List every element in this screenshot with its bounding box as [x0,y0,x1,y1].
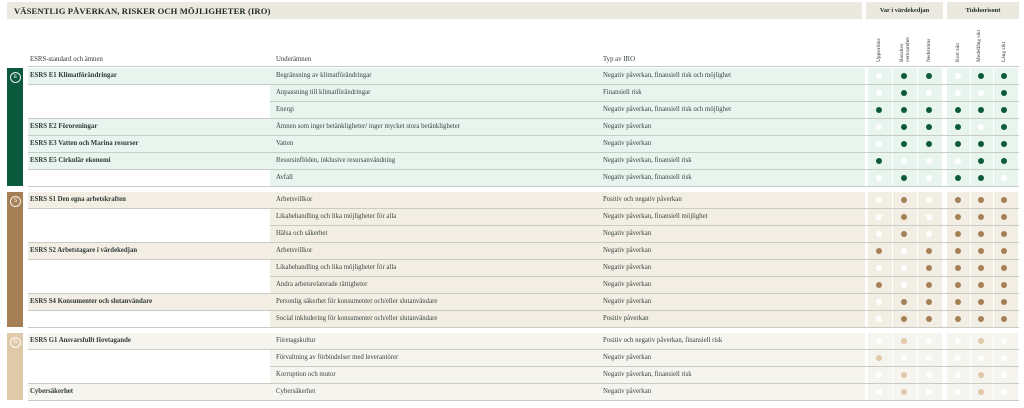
column-label-short-term: Kort sikt [955,42,961,62]
empty-dot [876,214,882,220]
filled-dot [926,299,932,305]
row-standard: ESRS G1 Ansvarsfullt företagande [30,337,131,344]
filled-dot [1001,90,1007,96]
row-iro-type: Negativ påverkan, finansiell risk [603,371,692,378]
filled-dot [955,197,961,203]
filled-dot [955,141,961,147]
table-row [270,170,865,186]
empty-dot [1001,175,1007,181]
filled-dot [978,73,984,79]
row-iro-type: Negativ påverkan, finansiell risk [603,157,692,164]
filled-dot [978,265,984,271]
empty-dot [876,338,882,344]
filled-dot [1001,73,1007,79]
row-divider [28,400,1019,401]
filled-dot [1001,316,1007,322]
row-subtopic: Ämnen som inger betänkligheter/ inger mycket stora betänkligheter [276,123,461,130]
filled-dot [978,282,984,288]
empty-dot [1001,355,1007,361]
column-label-downstream: Nedströms [926,38,932,62]
filled-dot [978,248,984,254]
filled-dot [978,316,984,322]
empty-dot [876,231,882,237]
row-standard: ESRS E5 Cirkulär ekonomi [30,157,111,164]
empty-dot [926,90,932,96]
section-bar-social [7,192,23,327]
row-iro-type: Negativ påverkan, finansiell risk och möjlighet [603,106,731,113]
column-header-sub: Underämnen [276,56,312,63]
row-subtopic: Andra arbetsrelaterade rättigheter [276,281,368,288]
empty-dot [901,282,907,288]
header-divider [28,66,1019,67]
filled-dot [955,265,961,271]
empty-dot [926,214,932,220]
filled-dot [1001,248,1007,254]
row-subtopic: Förvaltning av förbindelser med leverantörer [276,354,399,361]
row-divider [28,327,1019,328]
empty-dot [876,73,882,79]
empty-dot [955,372,961,378]
row-iro-type: Negativ påverkan [603,230,652,237]
filled-dot [978,231,984,237]
filled-dot [1001,265,1007,271]
table-row [28,243,865,259]
table-row [270,367,865,383]
filled-dot [1001,158,1007,164]
filled-dot [901,214,907,220]
empty-dot [876,299,882,305]
row-iro-type: Negativ påverkan, finansiell risk och möjlighet [603,72,731,79]
filled-dot [901,124,907,130]
row-subtopic: Arbetsvillkor [276,247,313,254]
column-header-standard: ESRS-standard och ämnen [30,56,103,63]
row-subtopic: Likabehandling och lika möjligheter för alla [276,213,397,220]
row-subtopic: Energi [276,106,294,113]
column-label-own-operations: Basaltex verksamhet [899,37,911,62]
filled-dot [926,265,932,271]
filled-dot [876,248,882,254]
section-badge-social: S [10,196,21,207]
filled-dot [926,124,932,130]
row-subtopic: Personlig säkerhet för konsumenter och/eller slutanvändare [276,298,438,305]
empty-dot [955,90,961,96]
row-subtopic: Cybersäkerhet [276,388,316,395]
row-iro-type: Negativ påverkan [603,388,652,395]
filled-dot [926,107,932,113]
time-horizon-group-label: Tidshorisont [965,7,1001,14]
column-label-medium-term: Medellång sikt [976,29,982,62]
empty-dot [901,248,907,254]
row-standard: ESRS E2 Föroreningar [30,123,98,130]
filled-dot [955,282,961,288]
row-iro-type: Finansiell risk [603,89,642,96]
filled-dot [901,107,907,113]
row-iro-type: Negativ påverkan, finansiell möjlighet [603,213,708,220]
empty-dot [955,338,961,344]
empty-dot [955,158,961,164]
row-standard: Cybersäkerhet [30,388,74,395]
table-row [28,136,865,152]
empty-dot [978,90,984,96]
filled-dot [1001,282,1007,288]
filled-dot [901,316,907,322]
filled-dot [978,158,984,164]
table-row [28,192,865,208]
empty-dot [955,355,961,361]
row-iro-type: Negativ påverkan [603,354,652,361]
filled-dot [926,73,932,79]
filled-dot [955,214,961,220]
row-subtopic: Hälsa och säkerhet [276,230,328,237]
filled-dot [1001,214,1007,220]
empty-dot [901,265,907,271]
row-iro-type: Negativ påverkan, finansiell risk [603,174,692,181]
table-row [28,294,865,310]
table-row [28,68,865,84]
filled-dot [901,389,907,395]
empty-dot [926,197,932,203]
filled-dot [926,248,932,254]
empty-dot [876,372,882,378]
section-badge-gov: G [10,337,21,348]
empty-dot [1001,389,1007,395]
row-subtopic: Arbetsvillkor [276,196,313,203]
empty-dot [876,265,882,271]
filled-dot [876,282,882,288]
filled-dot [978,175,984,181]
empty-dot [876,389,882,395]
filled-dot [978,299,984,305]
filled-dot [955,107,961,113]
filled-dot [901,372,907,378]
filled-dot [955,175,961,181]
filled-dot [1001,197,1007,203]
empty-dot [926,175,932,181]
table-row [28,333,865,349]
empty-dot [926,338,932,344]
row-standard: ESRS E3 Vatten och Marina resurser [30,140,139,147]
column-label-long-term: Lång sikt [1001,41,1007,62]
filled-dot [978,214,984,220]
row-iro-type: Negativ påverkan [603,140,652,147]
filled-dot [978,197,984,203]
filled-dot [901,90,907,96]
row-divider [28,186,1019,187]
row-subtopic: Begränsning av klimatförändringar [276,72,372,79]
row-standard: ESRS S4 Konsumenter och slutanvändare [30,298,153,305]
empty-dot [955,73,961,79]
row-subtopic: Likabehandling och lika möjligheter för alla [276,264,397,271]
filled-dot [978,389,984,395]
filled-dot [978,338,984,344]
filled-dot [1001,107,1007,113]
filled-dot [1001,299,1007,305]
filled-dot [901,175,907,181]
empty-dot [1001,372,1007,378]
empty-dot [876,197,882,203]
row-subtopic: Anpassning till klimatförändringar [276,89,371,96]
filled-dot [926,282,932,288]
row-iro-type: Negativ påverkan [603,247,652,254]
filled-dot [955,316,961,322]
row-iro-type: Negativ påverkan [603,264,652,271]
empty-dot [926,158,932,164]
filled-dot [1001,231,1007,237]
empty-dot [926,372,932,378]
filled-dot [901,73,907,79]
table-row [270,226,865,242]
filled-dot [926,316,932,322]
empty-dot [876,175,882,181]
filled-dot [978,141,984,147]
row-iro-type: Positiv och negativ påverkan, finansiell risk [603,337,723,344]
filled-dot [1001,124,1007,130]
filled-dot [901,141,907,147]
row-iro-type: Negativ påverkan [603,123,652,130]
row-iro-type: Negativ påverkan [603,298,652,305]
row-standard: ESRS S1 Den egna arbetskraften [30,196,126,203]
filled-dot [955,124,961,130]
filled-dot [876,355,882,361]
column-header-type: Typ av IRO [603,56,635,63]
empty-dot [901,355,907,361]
empty-dot [955,389,961,395]
filled-dot [901,338,907,344]
filled-dot [901,197,907,203]
section-bar-env [7,68,23,186]
filled-dot [978,107,984,113]
filled-dot [876,107,882,113]
filled-dot [901,231,907,237]
empty-dot [1001,338,1007,344]
empty-dot [978,355,984,361]
filled-dot [955,231,961,237]
row-subtopic: Vatten [276,140,294,147]
filled-dot [876,158,882,164]
empty-dot [978,124,984,130]
row-iro-type: Positiv och negativ påverkan [603,196,682,203]
row-standard: ESRS S2 Arbetstagare i värdekedjan [30,247,138,254]
empty-dot [876,316,882,322]
column-label-upstream: Uppströms [876,38,882,62]
row-iro-type: Positiv påverkan [603,315,649,322]
empty-dot [876,124,882,130]
empty-dot [926,389,932,395]
table-row [270,102,865,118]
filled-dot [1001,141,1007,147]
empty-dot [926,355,932,361]
empty-dot [876,141,882,147]
value-chain-group-label: Var i värdekedjan [879,7,930,14]
row-subtopic: Avfall [276,174,293,181]
table-row [28,384,865,400]
empty-dot [876,90,882,96]
empty-dot [901,158,907,164]
empty-dot [926,231,932,237]
filled-dot [955,299,961,305]
row-subtopic: Resursinflöden, inklusive resursanvändning [276,157,396,164]
page-title: VÄSENTLIG PÅVERKAN, RISKER OCH MÖJLIGHETER (IRO) [14,6,271,16]
filled-dot [978,372,984,378]
section-badge-env: E [10,72,21,83]
filled-dot [901,299,907,305]
row-subtopic: Korruption och mutor [276,371,336,378]
row-standard: ESRS E1 Klimatförändringar [30,72,117,79]
row-subtopic: Företagskultur [276,337,316,344]
row-subtopic: Social inkludering för konsumenter och/eller slutanvändare [276,315,438,322]
row-iro-type: Negativ påverkan [603,281,652,288]
filled-dot [926,141,932,147]
table-row [28,153,865,169]
filled-dot [955,248,961,254]
